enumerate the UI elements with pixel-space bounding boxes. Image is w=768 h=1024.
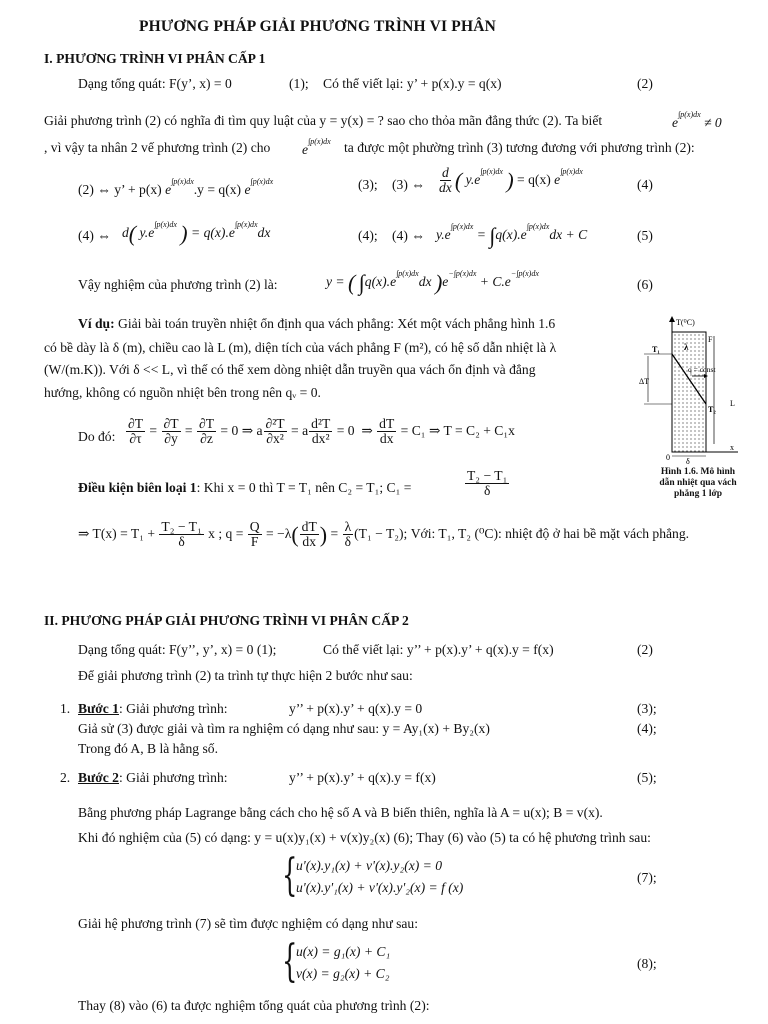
step2-eq-number: (5);	[637, 770, 657, 785]
system8-brace: {	[282, 936, 298, 987]
system7-line2: u'(x).y'₁(x) + v'(x).y'₂(x) = f (x)	[296, 880, 464, 895]
page-title: PHƯƠNG PHÁP GIẢI PHƯƠNG TRÌNH VI PHÂN	[139, 18, 497, 35]
solution-label: Vậy nghiệm của phương trình (2) là:	[78, 277, 278, 292]
example-line3: (W/(m.K)). Với δ << L, vì thế có thể xem dòng nhiệt dẫn truyền qua vách ổn định và đẳng	[44, 362, 536, 377]
exp-multiplier-expr: $e^{\int p(x)dx}$	[302, 137, 331, 157]
fig-lambda-label: λ	[684, 342, 689, 352]
final-substitution: Thay (8) vào (6) ta được nghiệm tổng quát của phương trình (2):	[78, 998, 430, 1013]
step1-assumption: Giả sử (3) được giải và tìm ra nghiệm có dạng như sau: y = Ay₁(x) + By₂(x)	[78, 721, 490, 736]
fig-origin-label: 0	[666, 453, 670, 462]
solution-form: Khi đó nghiệm của (5) có dạng: y = u(x)y₁(x) + v(x)y₂(x) (6); Thay (6) vào (5) ta có hệ phương trình sau:	[78, 830, 651, 845]
fig-delta-t-label: ΔT	[639, 377, 650, 386]
eq3b-lhs: (3) ⇔	[392, 177, 425, 192]
system7-line1: u'(x).y₁(x) + v'(x).y₂(x) = 0	[296, 858, 443, 873]
eq3-lhs: (2) ⇔ y’ + p(x) $e^{\int p(x)dx}.y = q(x)$ $e^{\int p(x)dx}$	[78, 177, 274, 197]
example-line1: Ví dụ: Giải bài toán truyền nhiệt ổn định qua vách phẳng: Xét một vách phẳng hình 1.6	[78, 316, 556, 331]
eq4-number: (4);	[358, 228, 378, 243]
heat-equation-expr: $\frac{\partial T}{\partial\tau}$ = $\frac{\partial T}{\partial y}$ = $\frac{\partial T}{\partial z}$ = 0 ⇒ a $\frac{\text{∂²T}}{\text{∂x²}}$ = a $\frac{\text{d²T}}{\text{dx²}}$ = 0 ⇒ $\frac{dT}{dx}$ = C₁ ⇒ T = C₂ + C₁x	[128, 416, 515, 447]
example-line4: hướng, không có nguồn nhiệt bên trong nên qᵥ = 0.	[44, 385, 321, 400]
eq5-number: (5)	[637, 228, 653, 243]
eq4-expr: d( $y.e^{\int p(x)dx}$ ) = $q(x).e^{\int p(x)dx}dx$	[122, 220, 271, 246]
section2-heading: II. PHƯƠNG PHÁP GIẢI PHƯƠNG TRÌNH VI PHÂN CẤP 2	[44, 613, 409, 628]
figure-caption: Hình 1.6. Mô hình dẫn nhiệt qua vách phẳng 1 lớp	[659, 467, 737, 499]
system7-brace: {	[282, 850, 298, 901]
fig-x-label: x	[730, 443, 734, 452]
eq4-lhs: (4) ⇔	[78, 228, 111, 243]
fig-l-label: L	[730, 399, 735, 408]
s1-eq1-number: (1);	[289, 76, 309, 91]
s1-para-line2b: ta được một phường trình (3) tương đương với phương trình (2):	[344, 140, 695, 155]
eq6-expr: y = ( $\int q(x).e^{\int p(x)dx}dx$ )$e^{-\int p(x)dx} + C.e^{-\int p(x)dx}$	[326, 269, 539, 295]
s1-general-form: Dạng tổng quát: F(y’, x) = 0	[78, 76, 232, 91]
system8-number: (8);	[637, 956, 657, 971]
fig-q-const-label: q = const	[688, 365, 716, 374]
fig-delta-label: δ	[686, 457, 690, 464]
step2-title: Bước 2: Giải phương trình:	[78, 770, 228, 785]
s2-general-form: Dạng tổng quát: F(y’’, y’, x) = 0 (1);	[78, 642, 277, 657]
step1-assumption-number: (4);	[637, 721, 657, 736]
s1-eq2-number: (2)	[637, 76, 653, 91]
system8-line2: v(x) = g₂(x) + C₂	[296, 966, 390, 981]
s2-intro: Để giải phương trình (2) ta trình tự thực hiện 2 bước như sau:	[78, 668, 413, 683]
temperature-result-expr: ⇒ T(x) = T₁ + $\frac{\text{T₂ − T₁}}{\delta}$ x ; q = $\frac{Q}{F}$ = −λ( $\frac{dT}{dx}$ ) = $\frac{\lambda}{\delta}$ (T₁ − T₂); Với: T₁, T₂ (⁰C): nhiệt độ ở hai bề mặt vách phẳng.	[78, 519, 690, 550]
lagrange-method: Bằng phương pháp Lagrange bằng cách cho hệ số A và B biến thiên, nghĩa là A = u(x); B = v(x).	[78, 805, 603, 820]
fig-f-label: F	[708, 335, 713, 344]
s1-rewrite: Có thể viết lại: y’ + p(x).y = q(x)	[323, 76, 502, 91]
step2-number: 2.	[60, 770, 71, 785]
system8-line1: u(x) = g₁(x) + C₁	[296, 944, 391, 959]
fig-t2-label: T₂	[708, 405, 716, 414]
wall-conduction-figure	[638, 314, 748, 464]
s1-para-line1: Giải phương trình (2) có nghĩa đi tìm quy luật của y = y(x) = ? sao cho thỏa mãn đẳng thức (2). Ta biết	[44, 113, 603, 128]
c1-fraction: $\frac{\text{T₂ − T₁}}{\delta}$	[467, 468, 508, 499]
eq4b-lhs: (4) ⇔	[392, 228, 425, 243]
system7-number: (7);	[637, 870, 657, 885]
exp-not-zero-expr: $e^{\int p(x)dx} \ne 0$	[672, 110, 722, 130]
step1-note: Trong đó A, B là hằng số.	[78, 741, 218, 756]
eq4b-expr: $y.e^{\int p(x)dx} = \int q(x).e^{\int p(x)dx}dx + C$	[436, 222, 588, 248]
step1-equation: y’’ + p(x).y’ + q(x).y = 0	[289, 701, 423, 716]
s2-eq2-number: (2)	[637, 642, 653, 657]
eq3-number: (3);	[358, 177, 378, 192]
step1-number: 1.	[60, 701, 71, 716]
s1-para-line2a: , vì vậy ta nhân 2 vế phương trình (2) cho	[44, 140, 271, 155]
section1-heading: I. PHƯƠNG TRÌNH VI PHÂN CẤP 1	[44, 51, 266, 66]
eq3b-expr: $\frac{d}{dx}$ ( $y.e^{\int p(x)dx}$ ) = q(x) $e^{\int p(x)dx}$	[439, 165, 583, 196]
fig-t1-label: T₁	[652, 345, 660, 354]
step1-eq-number: (3);	[637, 701, 657, 716]
do-do-label: Do đó:	[78, 429, 116, 444]
example-line2: có bề dày là δ (m), chiều cao là L (m), diện tích của vách phẳng F (m²), có hệ số dẫn nhiệt là λ	[44, 340, 557, 355]
s2-rewrite: Có thể viết lại: y’’ + p(x).y’ + q(x).y = f(x)	[323, 642, 554, 657]
step2-equation: y’’ + p(x).y’ + q(x).y = f(x)	[289, 770, 436, 785]
eq6-number: (6)	[637, 277, 653, 292]
eq3b-number: (4)	[637, 177, 653, 192]
solve-system7: Giải hệ phương trình (7) sẽ tìm được nghiệm có dạng như sau:	[78, 916, 419, 931]
step1-title: Bước 1: Giải phương trình:	[78, 701, 228, 716]
fig-t-axis-label: T(⁰C)	[676, 318, 695, 327]
boundary-condition-line: Điều kiện biên loại 1: Khi x = 0 thì T = T₁ nên C₂ = T₁; C₁ =	[78, 480, 412, 495]
